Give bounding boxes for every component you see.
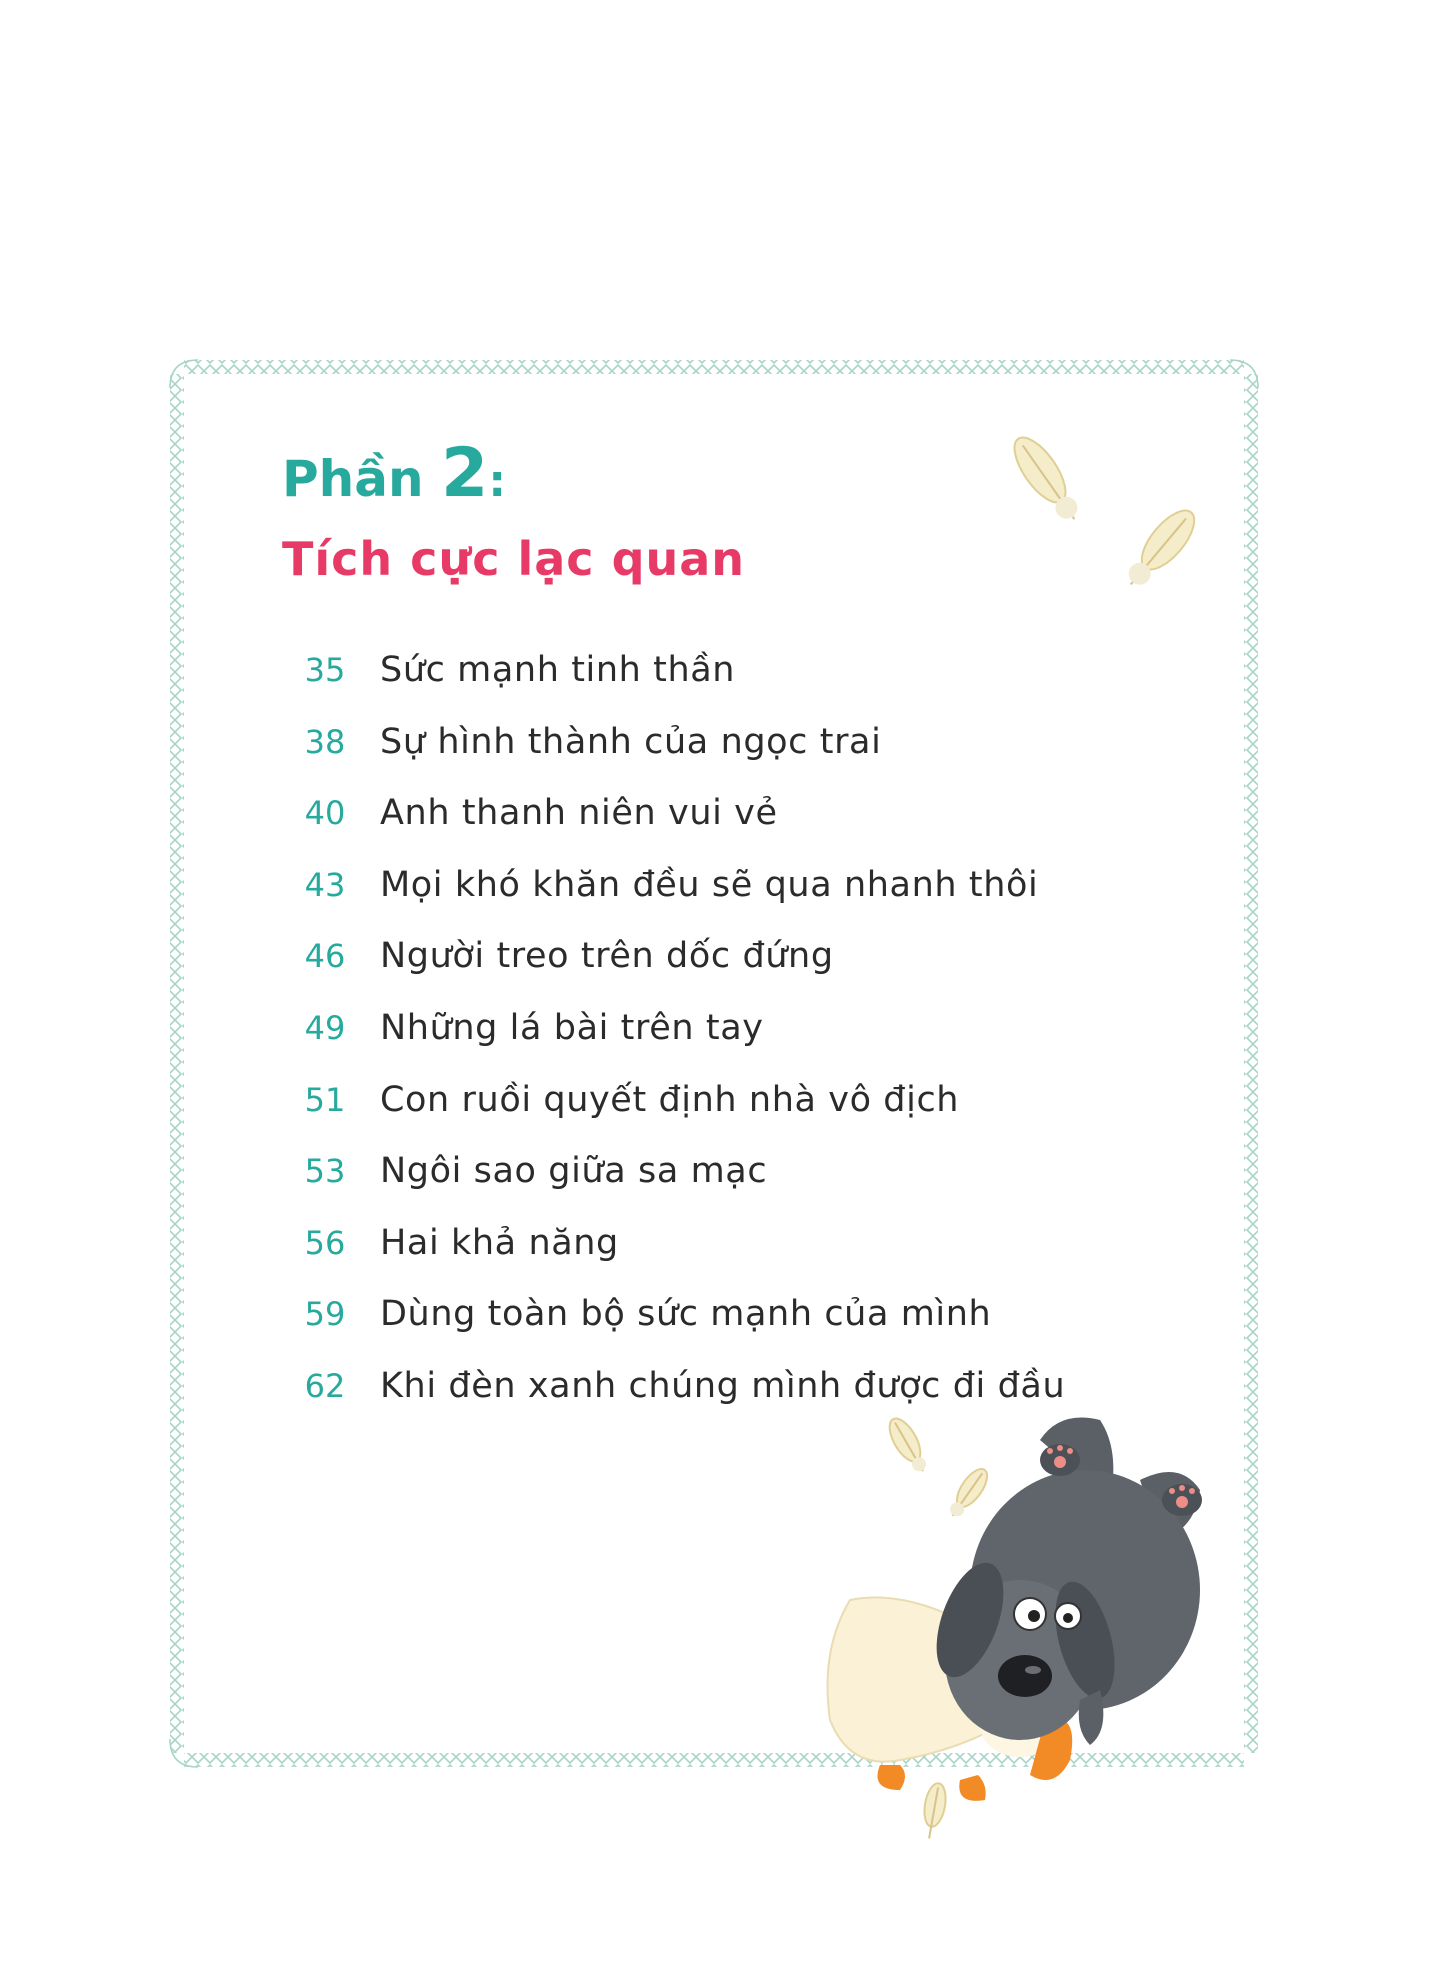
toc-item[interactable] — [270, 936, 1090, 1008]
toc-page-number: 51 — [304, 1080, 346, 1119]
toc-page-number: 38 — [304, 722, 346, 761]
part-heading — [282, 434, 506, 513]
toc-item[interactable] — [270, 1080, 1090, 1152]
toc-story-title: Dùng toàn bộ sức mạnh của mình — [380, 1294, 992, 1335]
part-word: Phần — [282, 450, 424, 508]
toc-story-title: Sự hình thành của ngọc trai — [380, 721, 882, 762]
toc-story-title: Những lá bài trên tay — [380, 1007, 764, 1048]
part-title: Tích cực lạc quan — [282, 532, 746, 586]
toc-item[interactable] — [270, 865, 1090, 937]
table-of-contents — [270, 650, 1090, 1438]
toc-page-number: 49 — [304, 1008, 346, 1047]
toc-story-title: Khi đèn xanh chúng mình được đi đầu — [380, 1365, 1066, 1406]
toc-item[interactable] — [270, 1294, 1090, 1366]
toc-page-number: 56 — [304, 1223, 346, 1262]
toc-item[interactable] — [270, 1366, 1090, 1438]
toc-story-title: Con ruồi quyết định nhà vô địch — [380, 1079, 960, 1120]
toc-page-number: 46 — [304, 937, 346, 976]
toc-item[interactable] — [270, 793, 1090, 865]
toc-item[interactable] — [270, 722, 1090, 794]
toc-page-number: 53 — [304, 1152, 346, 1191]
toc-page-number: 35 — [304, 651, 346, 689]
toc-story-title: Hai khả năng — [380, 1222, 619, 1263]
part-colon: : — [488, 456, 506, 507]
toc-story-title: Anh thanh niên vui vẻ — [380, 793, 778, 834]
toc-page-number: 62 — [304, 1366, 346, 1405]
toc-page-number: 40 — [304, 794, 346, 833]
toc-item[interactable] — [270, 1151, 1090, 1223]
toc-story-title: Ngôi sao giữa sa mạc — [380, 1151, 768, 1192]
toc-story-title: Người treo trên dốc đứng — [380, 936, 834, 977]
toc-page-number: 59 — [304, 1295, 346, 1334]
toc-story-title: Sức mạnh tinh thần — [380, 650, 736, 690]
toc-page-number: 43 — [304, 865, 346, 904]
toc-item[interactable] — [270, 1223, 1090, 1295]
toc-item[interactable] — [270, 1008, 1090, 1080]
part-number: 2 — [441, 434, 489, 513]
toc-item[interactable] — [270, 650, 1090, 722]
toc-story-title: Mọi khó khăn đều sẽ qua nhanh thôi — [380, 864, 1039, 905]
